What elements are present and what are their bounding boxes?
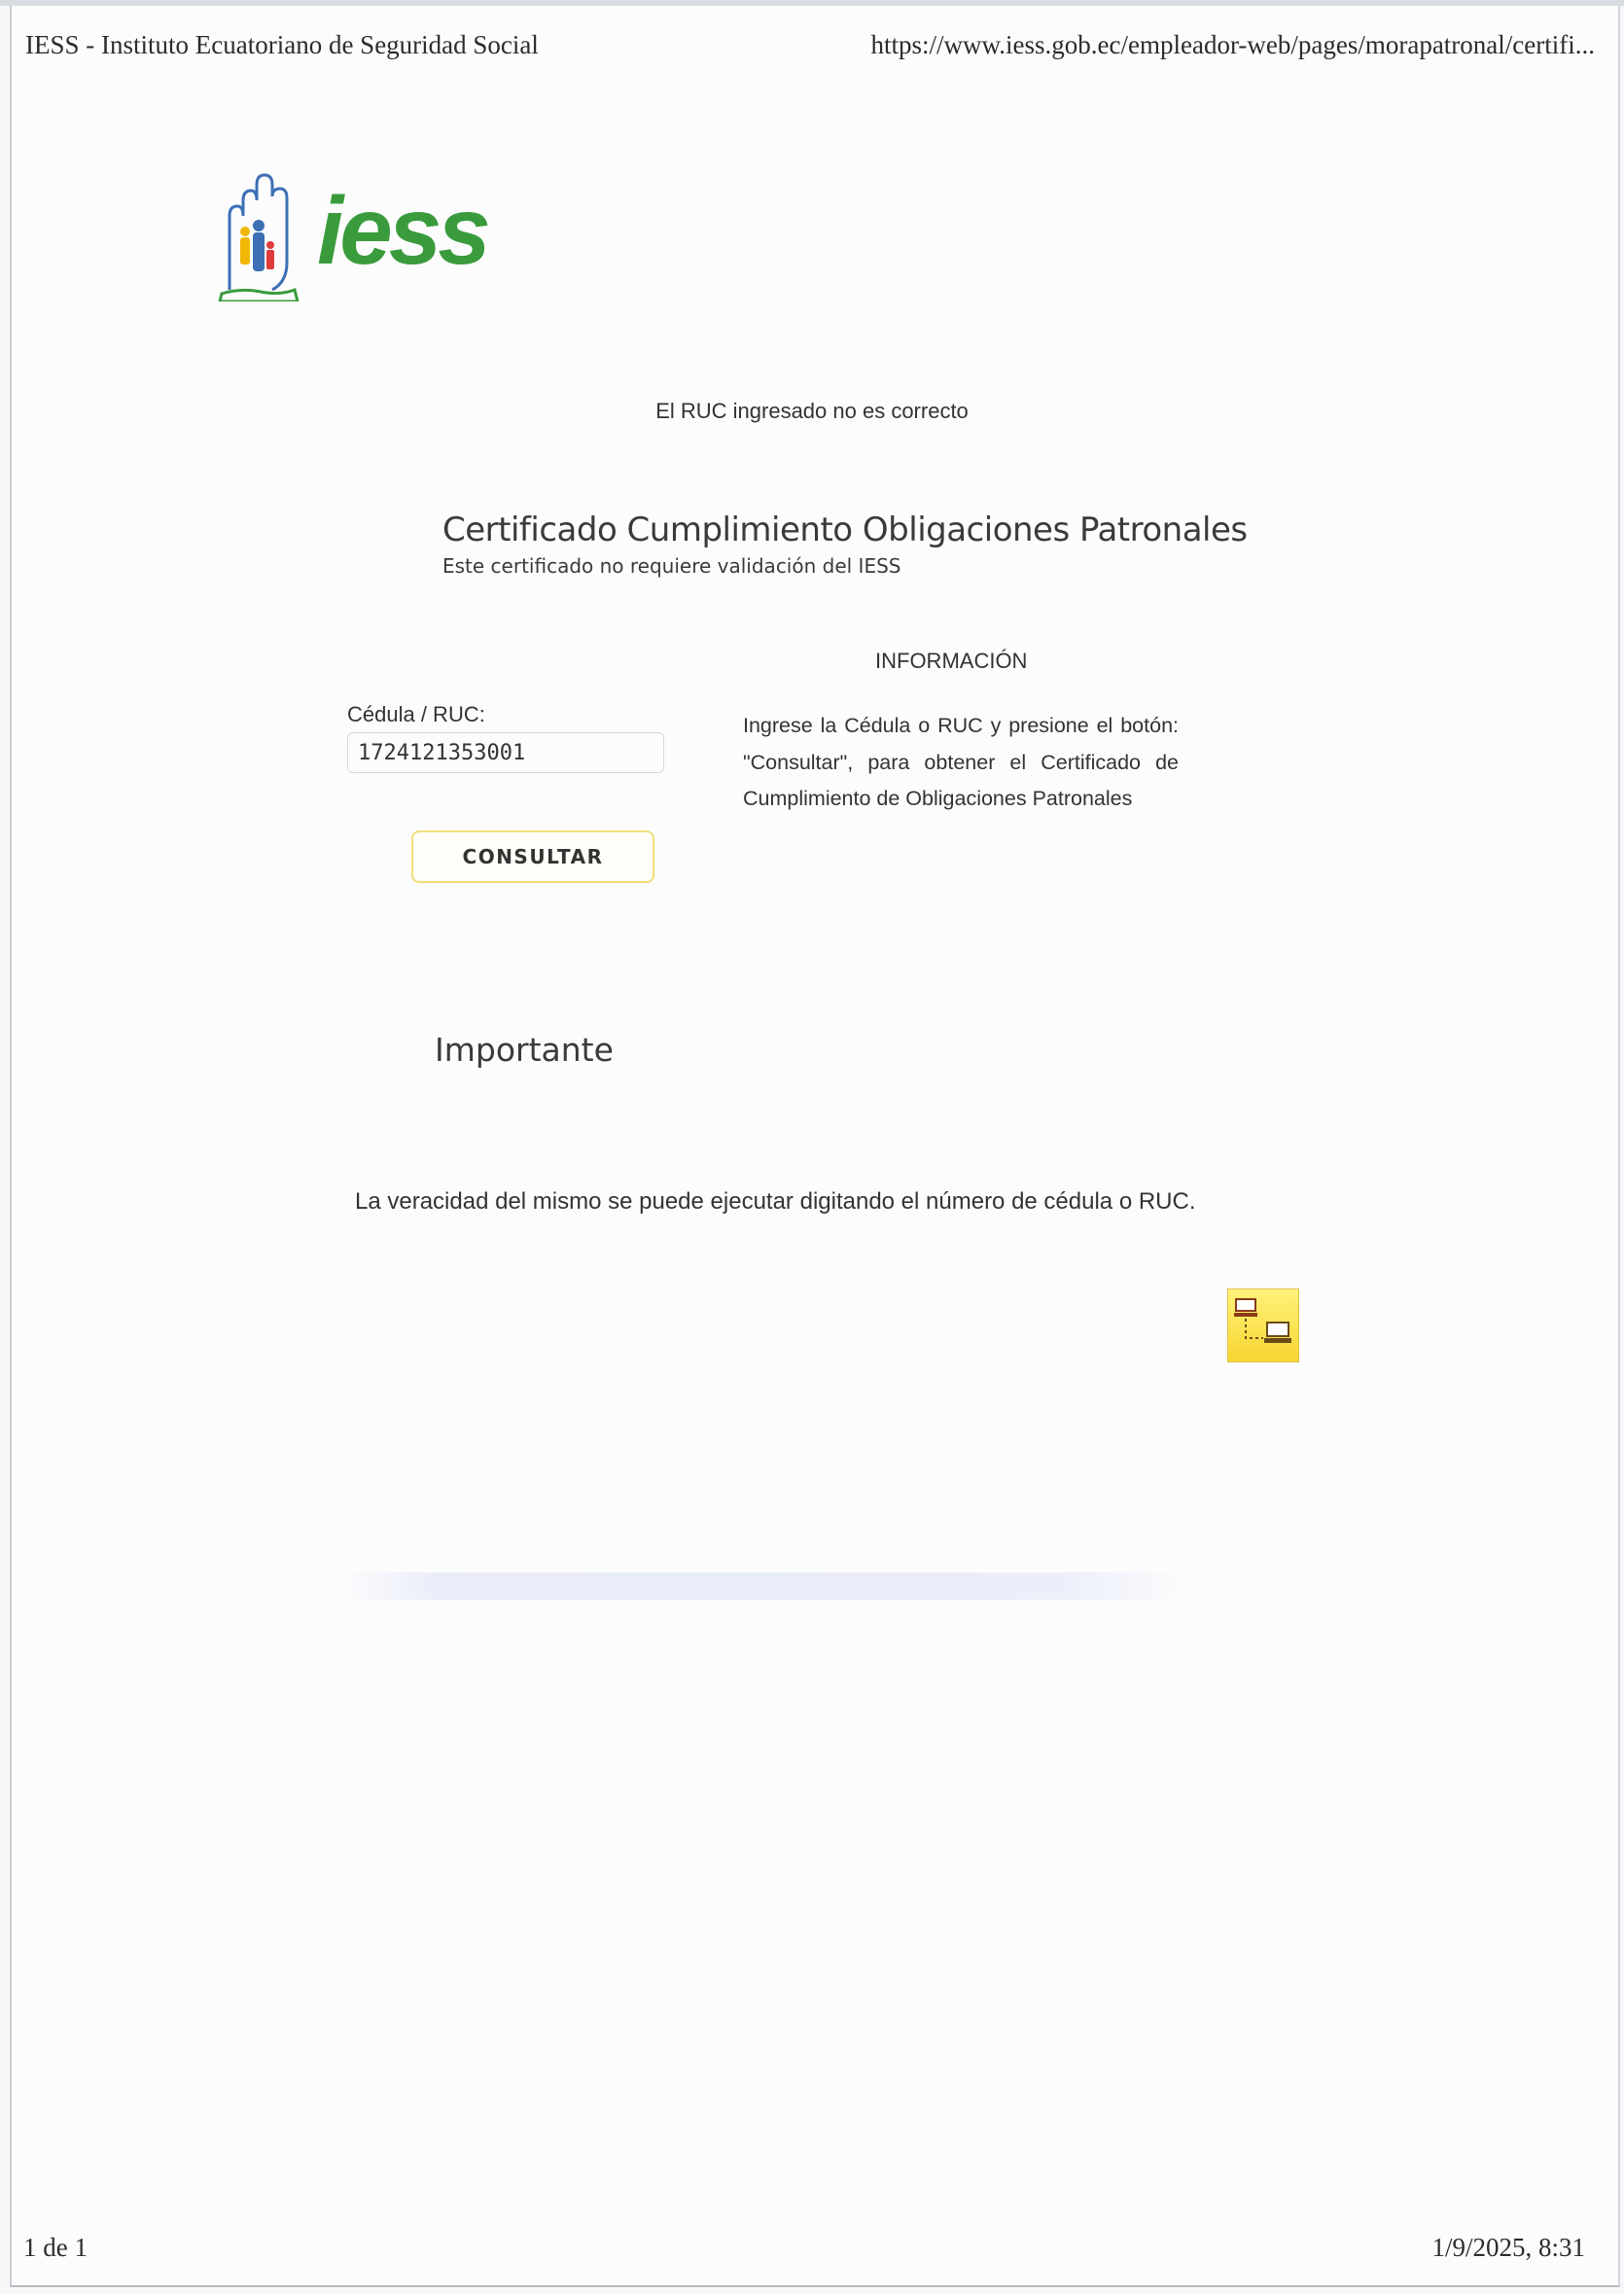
- certificate-subtitle: Este certificado no requiere validación del IESS: [442, 554, 901, 578]
- consultar-button[interactable]: CONSULTAR: [411, 830, 654, 883]
- error-message: El RUC ingresado no es correcto: [655, 399, 969, 423]
- important-heading: Importante: [435, 1031, 614, 1069]
- hand-family-icon: [212, 165, 309, 301]
- network-computers-icon[interactable]: [1227, 1288, 1299, 1362]
- print-header-title: IESS - Instituto Ecuatoriano de Seguridad Social: [25, 30, 539, 59]
- cedula-ruc-label: Cédula / RUC:: [347, 702, 485, 726]
- print-footer-datetime: 1/9/2025, 8:31: [1431, 2233, 1585, 2262]
- cedula-ruc-input[interactable]: [347, 732, 664, 773]
- print-footer-page: 1 de 1: [23, 2233, 88, 2262]
- info-body: Ingrese la Cédula o RUC y presione el botón: "Consultar", para obtener el Certificado de Cumplimiento de Obligaciones Patronales: [743, 714, 1179, 810]
- veracity-text: La veracidad del mismo se puede ejecutar digitando el número de cédula o RUC.: [355, 1188, 1196, 1215]
- iess-logo: [212, 165, 582, 301]
- print-header-url: https://www.iess.gob.ec/empleador-web/pages/morapatronal/certifi...: [870, 30, 1595, 59]
- info-title: INFORMACIÓN: [875, 649, 1028, 673]
- printed-page: [10, 6, 1620, 2287]
- certificate-title: Certificado Cumplimiento Obligaciones Patronales: [442, 511, 1248, 549]
- faded-text-remnant: [340, 1572, 1186, 1600]
- logo-text: iess: [317, 177, 487, 284]
